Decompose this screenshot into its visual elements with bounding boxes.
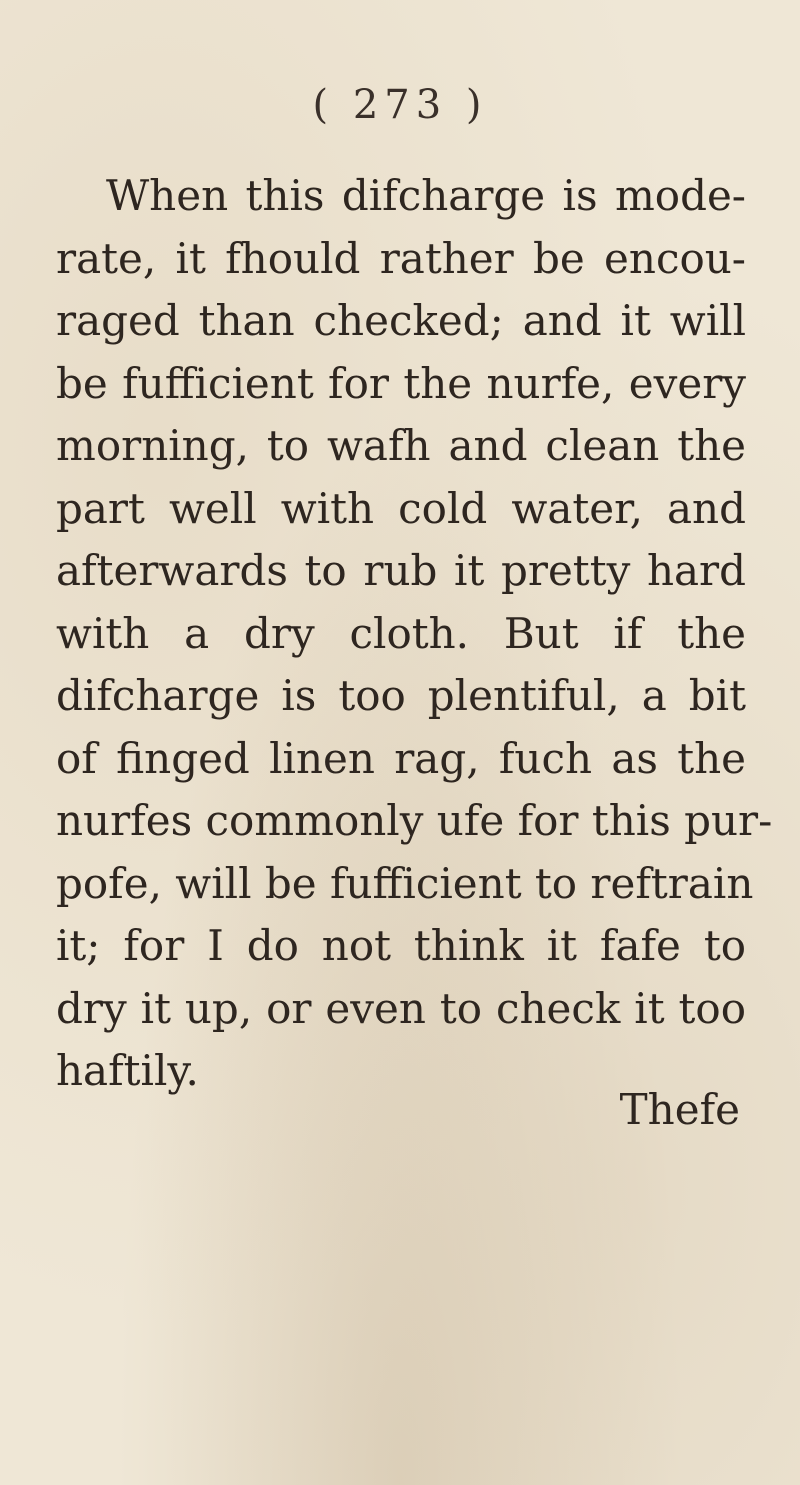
text-line: raged than checked; and it will [56,296,746,345]
text-line: difcharge is too plentiful, a bit [56,671,746,720]
text-line: it; for I do not think it fafe to [56,921,746,970]
catchword: Thefe [619,1085,740,1134]
body-text [56,165,773,1103]
text-line: afterwards to rub it pretty hard [56,546,746,595]
text-line: pofe, will be fufficient to reftrain [56,858,754,908]
text-line: be fufficient for the nurfe, every [56,358,746,408]
text-line: with a dry cloth. But if the [56,608,746,658]
text-line: rate, it fhould rather be encou- [56,233,746,283]
text-line: nurfes commonly ufe for this pur- [56,796,773,845]
text-line: When this difcharge is mode- [106,171,746,220]
text-line: morning, to wafh and clean the [56,421,746,470]
text-line: of finged linen rag, fuch as the [56,733,746,783]
text-line: dry it up, or even to check it too [56,983,746,1033]
page-number: ( 273 ) [312,82,488,128]
text-line: part well with cold water, and [56,483,746,533]
text-line: haftily. [56,1046,199,1095]
